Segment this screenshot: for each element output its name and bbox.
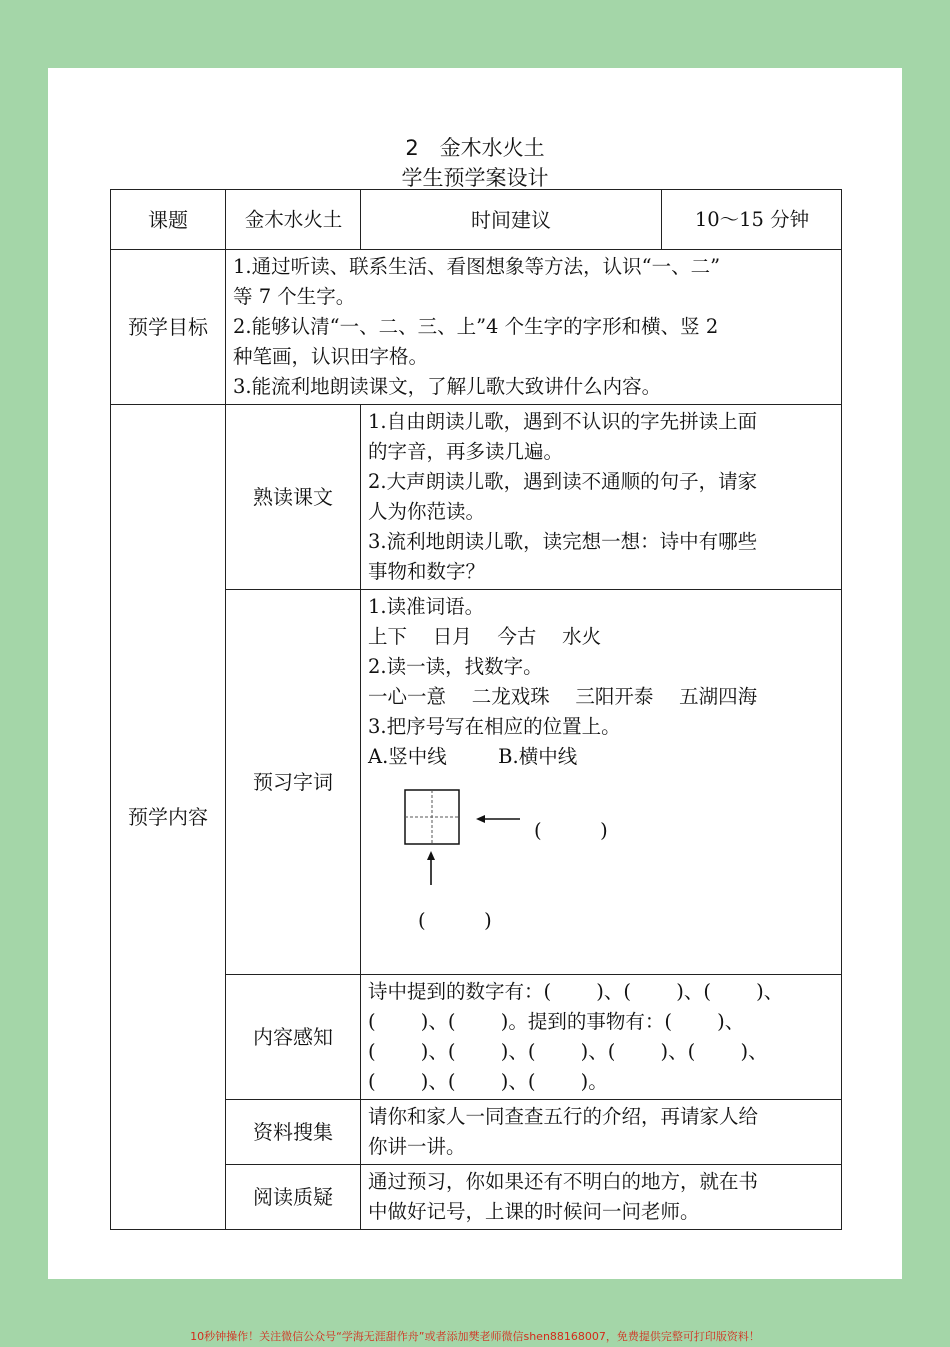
perception-line: ( )、( )、( )、( )、( )、: [368, 1040, 768, 1063]
perception-line: ( )、( )、( )。: [368, 1070, 608, 1093]
goal-line: 2.能够认清“一、二、三、上”4 个生字的字形和横、竖 2: [233, 315, 719, 338]
goal-line: 种笔画，认识田字格。: [233, 345, 429, 368]
lesson-title: 2 金木水火土: [405, 136, 545, 160]
perception-line: ( )、( )。提到的事物有：( )、: [368, 1010, 745, 1033]
perception-label: 内容感知: [226, 975, 361, 1100]
promo-footer: 10秒钟操作！关注微信公众号“学海无涯甜作舟”或者添加樊老师微信shen88168007，免费提供完整可打印版资料！: [190, 1330, 760, 1343]
research-line: 请你和家人一同查查五行的介绍，再请家人给: [368, 1105, 759, 1128]
perception-text: [361, 975, 842, 1100]
reading-line: 人为你范读。: [368, 500, 486, 523]
research-text: [361, 1100, 842, 1165]
research-line: 你讲一讲。: [368, 1135, 466, 1158]
words-line: 上下 日月 今古 水火: [368, 625, 602, 648]
goal-line: 3.能流利地朗读课文，了解儿歌大致讲什么内容。: [233, 375, 662, 398]
answer-blank-horizontal[interactable]: ( ): [534, 819, 608, 842]
reading-line: 3.流利地朗读儿歌，读完想一想：诗中有哪些: [368, 530, 758, 553]
reading-text: [361, 405, 842, 590]
goals-text: [226, 250, 842, 405]
words-line: 一心一意 二龙戏珠 三阳开泰 五湖四海: [368, 685, 758, 708]
reading-line: 2.大声朗读儿歌，遇到读不通顺的句子，请家: [368, 470, 758, 493]
reading-line: 事物和数字？: [368, 560, 486, 583]
goal-line: 等 7 个生字。: [233, 285, 356, 308]
content-label: 预学内容: [111, 405, 226, 1230]
questions-line: 中做好记号，上课的时候问一问老师。: [368, 1200, 700, 1223]
reading-line: 的字音，再多读几遍。: [368, 440, 564, 463]
words-line: 3.把序号写在相应的位置上。: [368, 715, 621, 738]
reading-line: 1.自由朗读儿歌，遇到不认识的字先拼读上面: [368, 410, 758, 433]
perception-line: 诗中提到的数字有：( )、( )、( )、: [368, 980, 784, 1003]
reading-row: [111, 405, 842, 590]
goals-row: [111, 250, 842, 405]
goal-line: 1.通过听读、联系生活、看图想象等方法，认识“一、二”: [233, 255, 721, 278]
answer-blank-vertical[interactable]: ( ): [418, 909, 492, 932]
tianzige-diagram: [368, 772, 828, 972]
words-label: 预习字词: [226, 590, 361, 975]
words-line: 2.读一读，找数字。: [368, 655, 543, 678]
time-value: 10～15 分钟: [662, 190, 842, 250]
tianzige-exercise: [368, 772, 835, 972]
topic-value: 金木水火土: [226, 190, 361, 250]
topic-row: [111, 190, 842, 250]
time-label: 时间建议: [361, 190, 662, 250]
words-line: 1.读准词语。: [368, 595, 485, 618]
worksheet-page: [48, 68, 902, 1279]
arrow-left-head: [476, 815, 485, 823]
goals-label: 预学目标: [111, 250, 226, 405]
worksheet-table: [110, 189, 842, 1230]
questions-line: 通过预习，你如果还有不明白的地方，就在书: [368, 1170, 759, 1193]
words-text: [361, 590, 842, 975]
reading-label: 熟读课文: [226, 405, 361, 590]
worksheet-subtitle: 学生预学案设计: [401, 166, 549, 190]
research-label: 资料搜集: [226, 1100, 361, 1165]
topic-label: 课题: [111, 190, 226, 250]
words-line: A.竖中线 B.横中线: [368, 745, 578, 768]
questions-label: 阅读质疑: [226, 1165, 361, 1230]
arrow-up-head: [427, 851, 435, 860]
questions-text: [361, 1165, 842, 1230]
